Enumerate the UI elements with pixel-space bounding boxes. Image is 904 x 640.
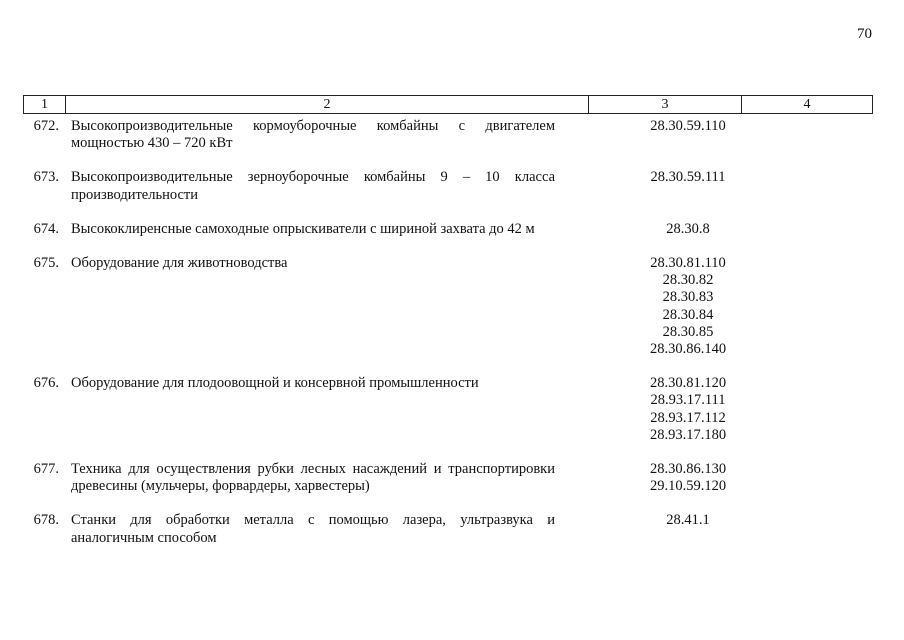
table-row	[23, 461, 873, 495]
table-row	[23, 375, 873, 444]
okpd-code: 28.30.59.111	[650, 169, 726, 186]
okpd-code: 28.93.17.111	[650, 392, 726, 409]
table-row	[23, 221, 873, 238]
row-description: Оборудование для животноводства	[71, 255, 288, 272]
table-header	[23, 95, 873, 114]
row-number: 677.	[33, 461, 59, 478]
row-codes	[603, 375, 773, 444]
page-number: 70	[857, 26, 872, 42]
okpd-code: 28.30.81.110	[650, 255, 726, 272]
row-number: 675.	[33, 255, 59, 272]
row-codes	[603, 169, 773, 203]
header-cell-4: 4	[803, 96, 811, 112]
row-description: Высококлиренсные самоходные опрыскиватели с шириной захвата до 42 м	[71, 220, 535, 237]
okpd-code: 28.30.8	[666, 220, 710, 237]
row-description: Техника для осуществления рубки лесных насаждений и транспортировки древесины (мульчеры, форвардеры, харвестеры)	[71, 461, 555, 495]
row-codes	[603, 118, 773, 152]
row-number: 678.	[33, 512, 59, 529]
okpd-code: 28.41.1	[666, 512, 710, 529]
header-cell-3: 3	[589, 96, 742, 113]
table-row	[23, 255, 873, 358]
row-number: 674.	[33, 220, 59, 237]
okpd-code: 28.30.86.130	[649, 461, 727, 478]
okpd-code: 28.30.86.140	[649, 341, 727, 358]
header-cell-1: 1	[24, 96, 66, 113]
row-description: Высокопроизводительные кормоуборочные комбайны с двигателем мощностью 430 – 720 кВт	[71, 118, 555, 152]
okpd-code: 28.30.84	[662, 306, 714, 323]
header-cell-2: 2	[66, 96, 589, 113]
okpd-code: 28.30.59.110	[650, 118, 726, 134]
okpd-code: 28.30.81.120	[649, 375, 727, 392]
okpd-code: 28.30.82	[662, 272, 714, 289]
table-row	[23, 512, 873, 546]
row-codes	[603, 512, 773, 546]
okpd-code: 28.93.17.180	[649, 426, 727, 443]
okpd-code: 28.93.17.112	[650, 409, 726, 426]
row-codes	[603, 255, 773, 358]
okpd-code: 28.30.83	[662, 289, 714, 306]
row-number: 672.	[33, 118, 59, 134]
row-description: Высокопроизводительные зерноуборочные комбайны 9 – 10 класса производительности	[71, 169, 555, 203]
row-description: Оборудование для плодоовощной и консервной промышленности	[71, 375, 479, 392]
row-description: Станки для обработки металла с помощью лазера, ультразвука и аналогичным способом	[71, 512, 555, 546]
okpd-code: 29.10.59.120	[649, 478, 727, 495]
okpd-code: 28.30.85	[662, 323, 714, 340]
table-body	[23, 118, 873, 547]
row-number: 676.	[33, 375, 59, 392]
row-number: 673.	[33, 169, 59, 186]
table-row	[23, 118, 873, 152]
row-codes	[603, 461, 773, 495]
table-row	[23, 169, 873, 203]
row-codes	[603, 221, 773, 238]
